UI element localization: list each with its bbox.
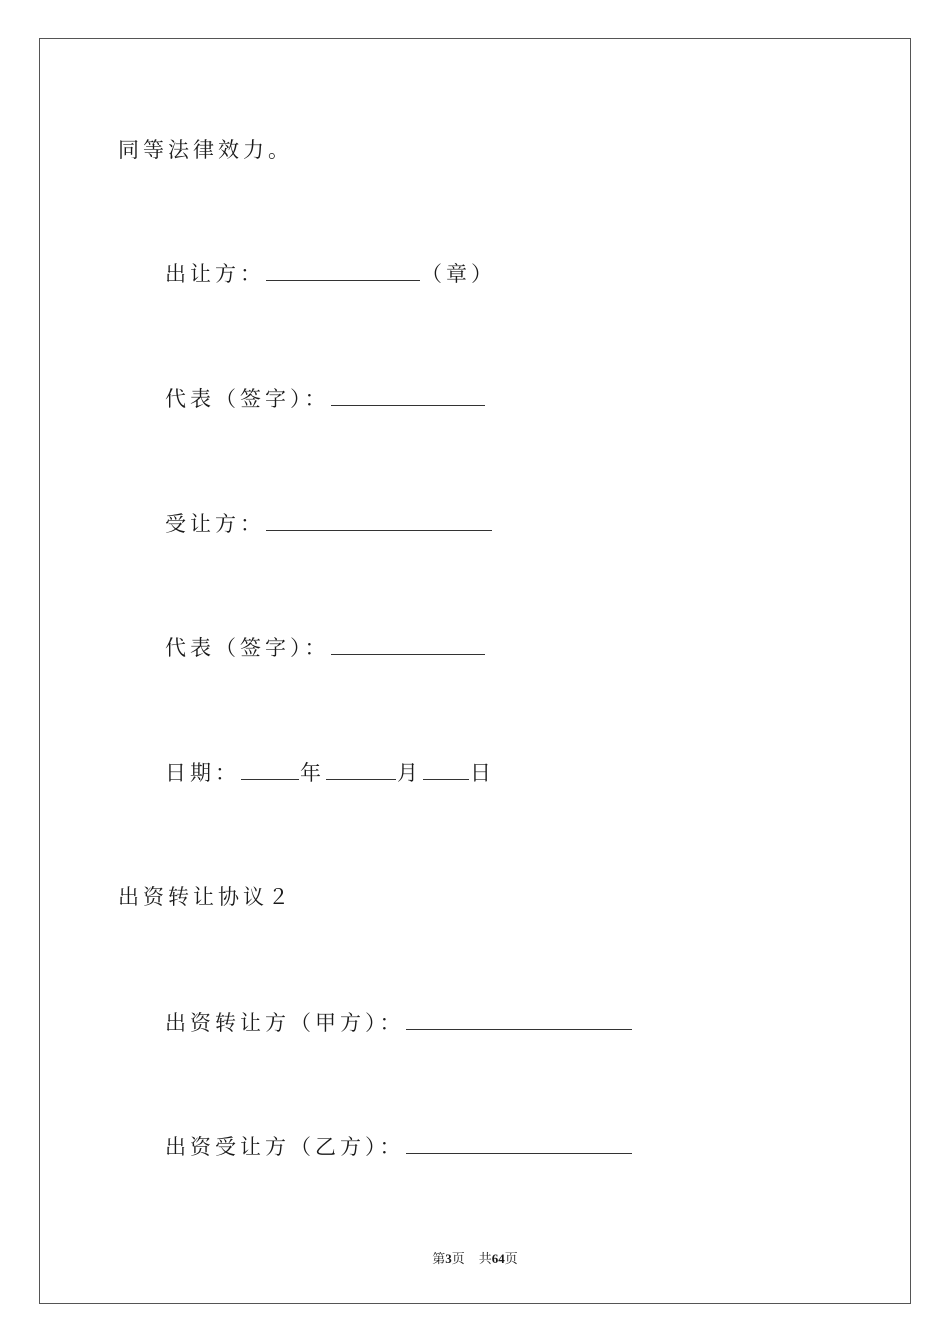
party-a-label: 出资转让方（甲方）： [165, 1011, 405, 1035]
representative-signature-line-2 [165, 634, 486, 662]
party-b-label: 出资受让方（乙方）： [165, 1135, 405, 1159]
party-b-line [165, 1133, 633, 1161]
transferor-blank[interactable] [266, 262, 420, 281]
month-blank[interactable] [326, 761, 396, 780]
party-a-line [165, 1009, 633, 1037]
party-b-blank[interactable] [406, 1135, 632, 1154]
section-heading [118, 883, 293, 911]
representative-label-1: 代表（签字）： [165, 387, 330, 411]
transferor-seal-line [165, 260, 496, 288]
page-footer [0, 1248, 950, 1267]
representative-blank-1[interactable] [331, 387, 485, 406]
year-blank[interactable] [241, 761, 299, 780]
transferee-line [165, 510, 493, 538]
party-a-blank[interactable] [406, 1011, 632, 1030]
page-border [39, 38, 911, 1304]
transferee-label: 受让方： [165, 512, 265, 536]
agreement-title: 出资转让协议２ [118, 885, 293, 909]
seal-label: （章） [421, 262, 496, 286]
footer-total-unit: 页 [504, 1251, 518, 1266]
day-label: 日 [470, 761, 495, 785]
footer-prefix: 第 [432, 1251, 446, 1266]
transferor-label: 出让方： [165, 262, 265, 286]
transferee-blank[interactable] [266, 512, 492, 531]
page-number: 3 [445, 1251, 452, 1266]
footer-page-unit: 页 [451, 1251, 465, 1266]
representative-label-2: 代表（签字）： [165, 636, 330, 660]
date-line [165, 759, 495, 787]
month-label: 月 [397, 761, 422, 785]
total-pages: 64 [491, 1251, 505, 1266]
representative-signature-line-1 [165, 385, 486, 413]
text-line-legal-effect [118, 136, 293, 164]
legal-effect-text: 同等法律效力。 [118, 138, 293, 162]
footer-total-prefix: 共 [478, 1251, 492, 1266]
year-label: 年 [300, 761, 325, 785]
date-label: 日期： [165, 761, 240, 785]
day-blank[interactable] [423, 761, 469, 780]
representative-blank-2[interactable] [331, 636, 485, 655]
